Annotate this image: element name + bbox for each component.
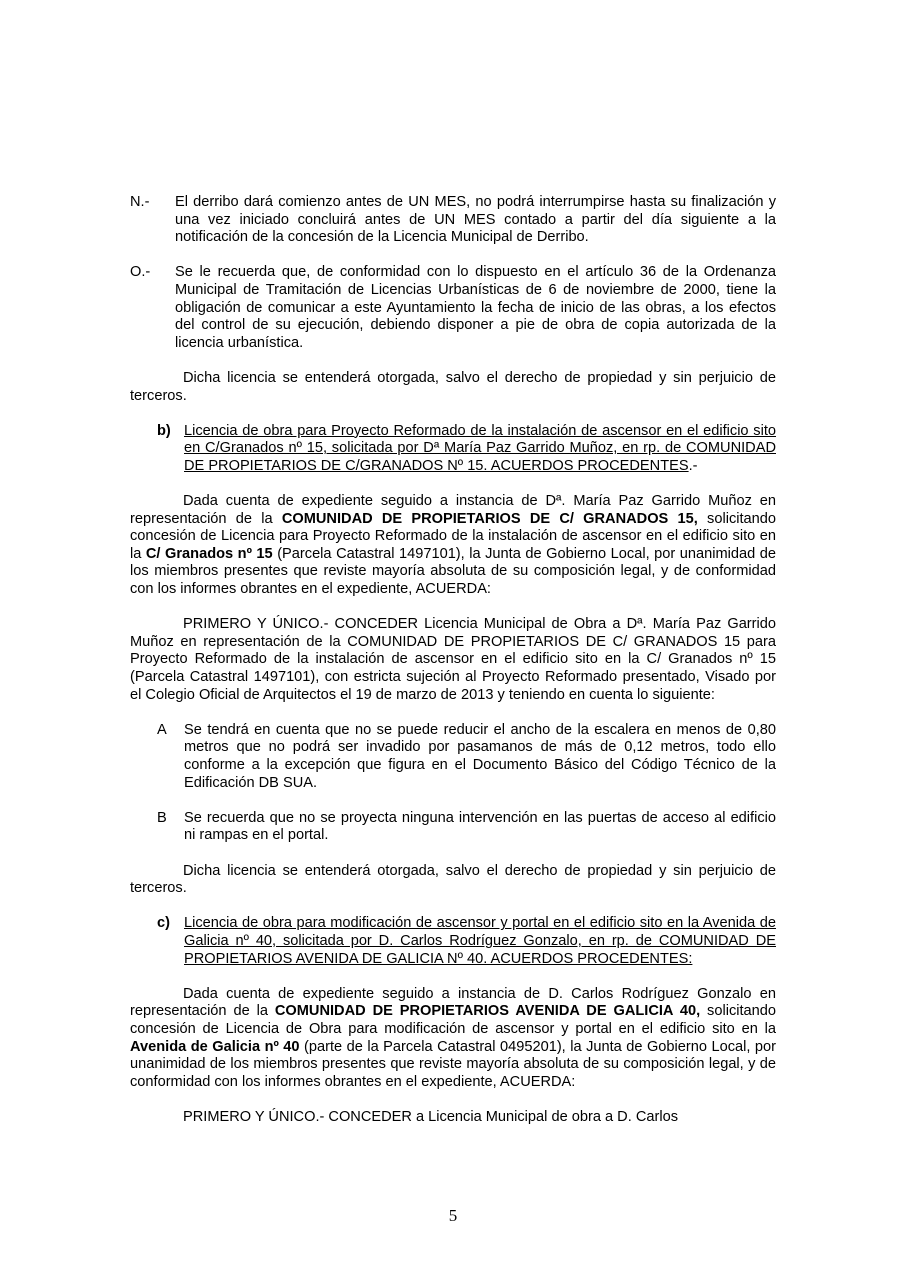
section-c-resolution: PRIMERO Y ÚNICO.- CONCEDER a Licencia Municipal de obra a D. Carlos bbox=[183, 1108, 678, 1125]
section-b-heading bbox=[130, 423, 776, 476]
page-number: 5 bbox=[448, 1206, 458, 1225]
intro-bold-text: Avenida de Galicia nº 40 bbox=[130, 1038, 300, 1055]
intro-text: (parte de la Parcela Catastral 0495201), la Junta de Gobierno Local, por unanimidad de los miembros presentes que reviste mayoría absoluta de su composición legal, y de conformidad con los informes obrantes en el expediente, ACUERDA: bbox=[130, 1038, 776, 1090]
section-heading-text: Licencia de obra para Proyecto Reformado de la instalación de ascensor en el edificio sito en C/Granados nº 15, solicitada por Dª María Paz Garrido Muñoz, en rp. de COMUNIDAD DE PROPIETARIOS DE C/GRANADOS Nº 15. ACUERDOS PROCEDENTES bbox=[184, 422, 776, 474]
condition-a bbox=[130, 722, 776, 792]
intro-bold-text: C/ Granados nº 15 bbox=[145, 545, 273, 562]
intro-text: Dada cuenta de expediente seguido a instancia de D. Carlos Rodríguez Gonzalo en representación de la bbox=[130, 985, 776, 1020]
closing-paragraph: Dicha licencia se entenderá otorgada, salvo el derecho de propiedad y sin perjuicio de terceros. bbox=[130, 862, 776, 897]
item-text: Se le recuerda que, de conformidad con lo dispuesto en el artículo 36 de la Ordenanza Municipal de Tramitación de Licencias Urbanísticas de 6 de noviembre de 2000, tiene la obligación de comunicar a este Ayuntamiento la fecha de inicio de las obras, a los efectos del control de su ejecución, debiendo disponer a pie de obra de copia autorizada de la licencia urbanística. bbox=[175, 264, 776, 351]
item-marker: O.- bbox=[130, 264, 151, 281]
condition-b bbox=[130, 810, 776, 845]
condition-marker: B bbox=[157, 809, 167, 826]
intro-bold-text: COMUNIDAD DE PROPIETARIOS AVENIDA DE GALICIA 40, bbox=[274, 1003, 701, 1020]
list-item-n bbox=[130, 194, 776, 247]
section-heading-text: Licencia de obra para modificación de ascensor y portal en el edificio sito en la Avenida de Galicia nº 40, solicitada por D. Carlos Rodríguez Gonzalo, en rp. de COMUNIDAD DE PROPIETARIOS AVENIDA DE GALICIA Nº 40. ACUERDOS PROCEDENTES: bbox=[184, 915, 776, 967]
condition-text: Se tendrá en cuenta que no se puede reducir el ancho de la escalera en menos de 0,80 metros que no podrá ser invadido por pasamanos de más de 0,12 metros, todo ello conforme a la excepción que figura en el Documento Básico del Código Técnico de la Edificación DB SUA. bbox=[184, 721, 776, 791]
section-b-intro bbox=[130, 493, 776, 599]
intro-text: Dada cuenta de expediente seguido a instancia de Dª. María Paz Garrido Muñoz en representación de la bbox=[130, 493, 776, 527]
section-c-heading bbox=[130, 915, 776, 968]
condition-text: Se recuerda que no se proyecta ninguna intervención en las puertas de acceso al edificio ni rampas en el portal. bbox=[184, 809, 776, 844]
item-text: El derribo dará comienzo antes de UN MES, no podrá interrumpirse hasta su finalización y una vez iniciado concluirá antes de UN MES contado a partir del día siguiente a la notificación de la concesión de la Licencia Municipal de Derribo. bbox=[175, 194, 776, 246]
intro-text: (Parcela Catastral 1497101), la Junta de Gobierno Local, por unanimidad de los miembros presentes que reviste mayoría absoluta de su composición legal, y de conformidad con los informes obrantes en el expediente, ACUERDA: bbox=[130, 545, 776, 598]
section-marker: c) bbox=[157, 915, 170, 932]
closing-paragraph: Dicha licencia se entenderá otorgada, salvo el derecho de propiedad y sin perjuicio de terceros. bbox=[130, 369, 776, 404]
intro-text: solicitando concesión de Licencia de Obra para modificación de ascensor y portal en el edificio sito en la bbox=[130, 1003, 777, 1037]
document-body bbox=[130, 194, 776, 1126]
section-c-intro bbox=[130, 986, 776, 1092]
item-marker: N.- bbox=[130, 194, 150, 210]
condition-marker: A bbox=[157, 721, 167, 738]
intro-bold-text: COMUNIDAD DE PROPIETARIOS DE C/ GRANADOS 15, bbox=[281, 510, 698, 527]
section-heading-suffix: .- bbox=[688, 457, 698, 474]
section-marker: b) bbox=[157, 422, 171, 439]
section-b-resolution: PRIMERO Y ÚNICO.- CONCEDER Licencia Municipal de Obra a Dª. María Paz Garrido Muñoz en representación de la COMUNIDAD DE PROPIETARIOS DE C/ GRANADOS 15 para Proyecto Reformado de la instalación de ascensor en el edificio sito en la C/ Granados nº 15 (Parcela Catastral 1497101), con estricta sujeción al Proyecto Reformado presentado, Visado por el Colegio Oficial de Arquitectos el 19 de marzo de 2013 y teniendo en cuenta lo siguiente: bbox=[130, 616, 776, 703]
intro-text: solicitando concesión de Licencia para Proyecto Reformado de la instalación de ascensor en el edificio sito en la bbox=[130, 510, 777, 562]
list-item-o bbox=[130, 264, 776, 352]
